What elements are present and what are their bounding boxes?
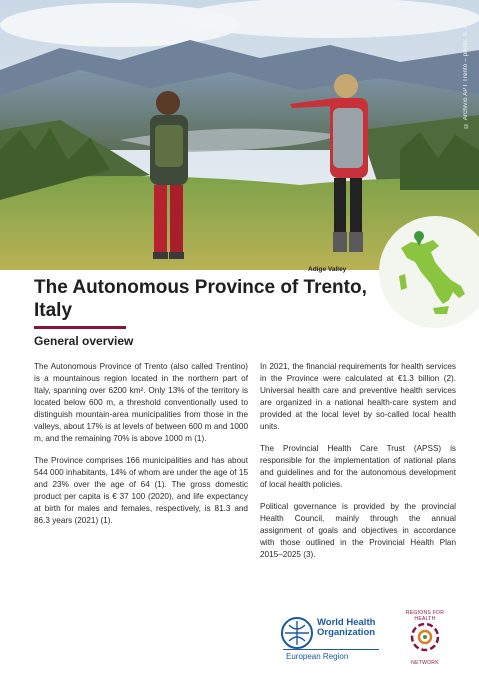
- rfh-top-text: REGIONS FOR HEALTH: [405, 610, 445, 622]
- rfh-figures-icon: [408, 618, 442, 656]
- italy-map-icon: [377, 214, 479, 328]
- who-divider: [283, 649, 379, 650]
- regions-for-health-logo: [400, 610, 450, 666]
- title-rule: [34, 326, 126, 329]
- who-name: World Health Organization: [317, 617, 376, 638]
- rfh-bottom-text: NETWORK: [411, 660, 439, 666]
- section-title: General overview: [34, 334, 134, 348]
- right-column: [260, 361, 456, 571]
- italy-map-badge: [377, 214, 479, 328]
- who-region: European Region: [286, 652, 349, 661]
- page-title: The Autonomous Province of Trento, Italy: [34, 277, 367, 321]
- paragraph: In 2021, the financial requirements for health services in the Province were calculated at €1.3 billion (2). Universal health care and preventive health services are organized in a national health-care system and provided at the local level by so-called local health units.: [260, 362, 456, 431]
- photo-caption: Adige Valley: [308, 266, 347, 273]
- paragraph: The Autonomous Province of Trento (also called Trentino) is a mountainous region located in the northern part of Italy, spanning over 6200 km². Only 13% of the territory is located below 600 m, a threshold conventionally used to distinguish mountain-area municipalities from those in the valleys, about 17% is at levels of between 600 m and 1000 m, and the remaining 70% is above 1000 m (1).: [34, 362, 248, 443]
- paragraph: The Province comprises 166 municipalities and has about 544 000 inhabitants, 14% of whom are under the age of 15 and 23% over the age of 64 (1). The gross domestic product per capita is € 37 100 (2020), and life expectancy at birth for males and females, respectively, is 81.3 and 86.3 years (2021) (1).: [34, 456, 248, 525]
- left-column: [34, 361, 248, 537]
- paragraph: The Provincial Health Care Trust (APSS) is responsible for the implementation of national plans and guidelines and for the autonomous development of local health policies.: [260, 444, 456, 489]
- photo-credit: © Archivio APT Trento – photo: N. Angeli: [463, 10, 469, 128]
- paragraph: Political governance is provided by the provincial Health Council, mainly through the annual assignment of goals and objectives in accordance with those outlined in the Provincial Health Plan 2015–2025 (3).: [260, 502, 456, 559]
- who-logo: [280, 614, 390, 664]
- who-emblem-icon: [280, 616, 314, 650]
